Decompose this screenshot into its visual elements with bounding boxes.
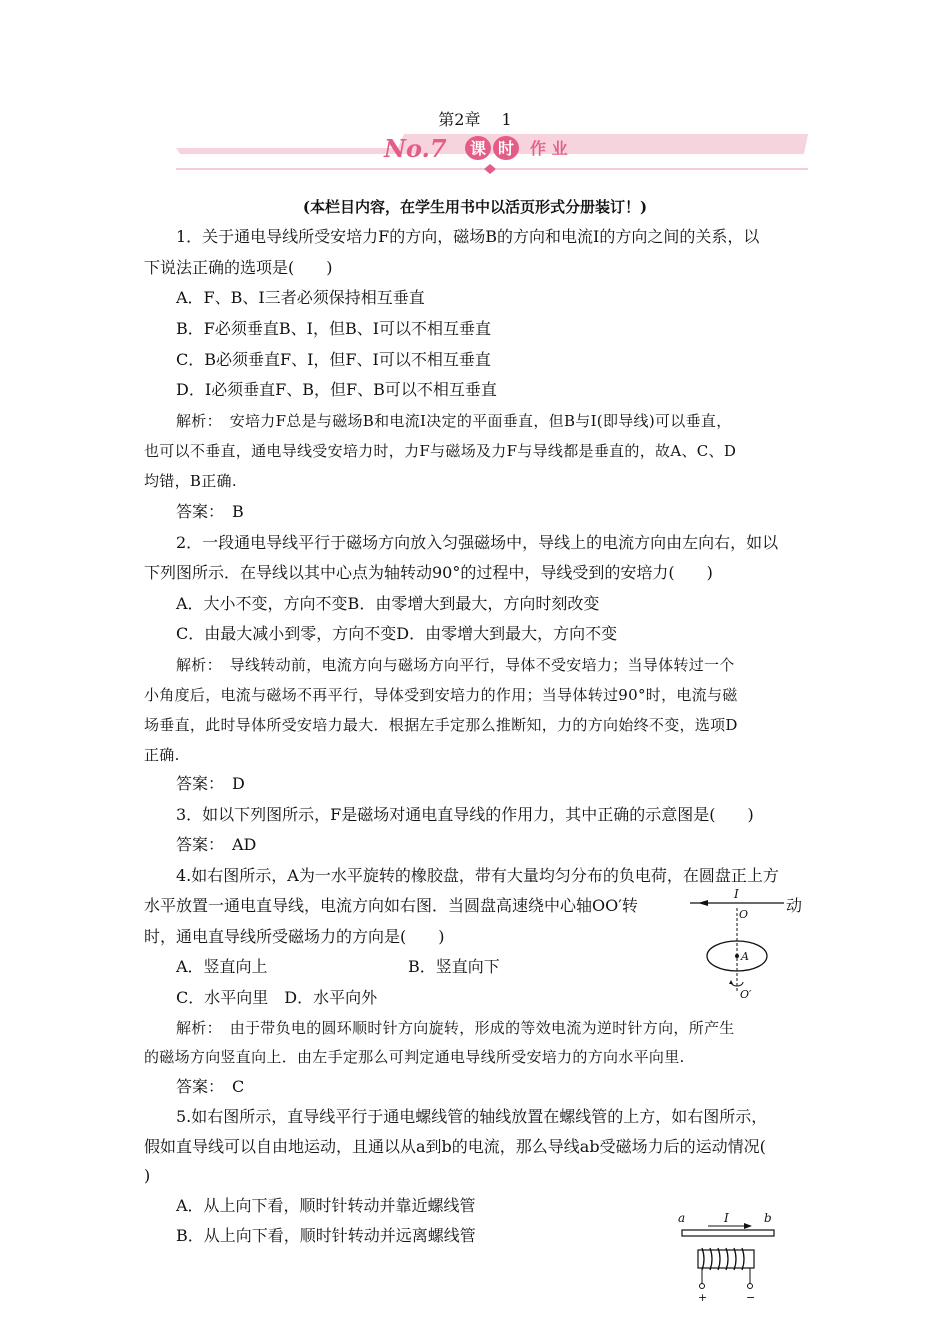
q4-disk-label: A bbox=[741, 950, 749, 963]
q1-option-a: A．F、B、I三者必须保持相互垂直 bbox=[176, 288, 425, 307]
q4-line1: 4.如右图所示，A为一水平旋转的橡胶盘，带有大量均匀分布的负电荷，在圆盘正上方 bbox=[176, 866, 779, 885]
q4-answer: 答案： C bbox=[176, 1077, 245, 1096]
q1-option-d: D．I必须垂直F、B，但F、B可以不相互垂直 bbox=[176, 380, 497, 399]
q4-disk-figure bbox=[688, 884, 788, 1002]
banner-no: No.7 bbox=[384, 134, 447, 163]
q5-option-a: A．从上向下看，顺时针转动并靠近螺线管 bbox=[176, 1196, 476, 1215]
q4-explain-1: 解析： 由于带负电的圆环顺时针方向旋转，形成的等效电流为逆时针方向，所产生 bbox=[176, 1019, 735, 1037]
q4-line2-tail: 动 bbox=[786, 896, 803, 915]
q2-answer: 答案： D bbox=[176, 774, 245, 793]
lesson-banner bbox=[172, 128, 812, 184]
q1-option-c: C．B必须垂直F、I，但F、I可以不相互垂直 bbox=[176, 350, 491, 369]
q3-line1: 3．如以下列图所示，F是磁场对通电直导线的作用力，其中正确的示意图是( ) bbox=[176, 805, 754, 824]
q1-answer: 答案： B bbox=[176, 502, 244, 521]
q2-explain-1: 解析： 导线转动前，电流方向与磁场方向平行，导体不受安培力；当导体转过一个 bbox=[176, 656, 735, 674]
banner-zuoye: 作 业 bbox=[530, 139, 568, 158]
q2-options-ab: A．大小不变，方向不变B．由零增大到最大，方向时刻改变 bbox=[176, 594, 600, 613]
q2-options-cd: C．由最大减小到零，方向不变D．由零增大到最大，方向不变 bbox=[176, 624, 618, 643]
q4-explain-2: 的磁场方向竖直向上．由左手定那么可判定通电导线所受安培力的方向水平向里. bbox=[144, 1048, 685, 1066]
q3-answer: 答案： AD bbox=[176, 835, 257, 854]
q5-plus-label: + bbox=[698, 1291, 708, 1304]
q5-minus-label: − bbox=[746, 1291, 756, 1304]
q4-current-label: I bbox=[734, 887, 739, 901]
q4-line2: 水平放置一通电直导线，电流方向如右图．当圆盘高速绕中心轴OO′转 bbox=[144, 896, 638, 915]
q1-line1: 1．关于通电导线所受安培力F的方向，磁场B的方向和电流I的方向之间的关系，以 bbox=[176, 227, 760, 246]
q2-line1: 2．一段通电导线平行于磁场方向放入匀强磁场中，导线上的电流方向由左向右，如以 bbox=[176, 533, 779, 552]
q4-option-a: A．竖直向上 bbox=[176, 957, 268, 976]
binding-note: (本栏目内容，在学生用书中以活页形式分册装订！) bbox=[302, 198, 648, 216]
q5-solenoid-figure bbox=[672, 1208, 782, 1304]
q1-option-b: B．F必须垂直B、I，但B、I可以不相互垂直 bbox=[176, 319, 492, 338]
q5-line3: ) bbox=[144, 1166, 151, 1185]
q2-explain-4: 正确. bbox=[144, 746, 180, 764]
q1-explain-2: 也可以不垂直，通电导线受安培力时，力F与磁场及力F与导线都是垂直的，故A、C、D bbox=[144, 442, 737, 460]
q5-current-label: I bbox=[724, 1211, 729, 1225]
q4-top-label: O bbox=[739, 908, 749, 921]
q2-explain-3: 场垂直，此时导体所受安培力最大．根据左手定那么推断知，力的方向始终不变，选项D bbox=[144, 716, 738, 734]
q5-option-b: B．从上向下看，顺时针转动并远离螺线管 bbox=[176, 1226, 476, 1245]
q4-option-b: B．竖直向下 bbox=[408, 957, 500, 976]
banner-ke: 课 bbox=[469, 139, 487, 158]
q4-bottom-label: O′ bbox=[740, 988, 752, 1001]
banner-shi: 时 bbox=[497, 139, 515, 158]
chapter-header: 第2章 1 bbox=[438, 110, 512, 129]
q5-a-label: a bbox=[678, 1211, 686, 1225]
q1-explain-3: 均错，B正确. bbox=[144, 472, 237, 490]
q1-line2: 下说法正确的选项是( ) bbox=[144, 258, 333, 277]
q5-b-label: b bbox=[764, 1211, 772, 1225]
q5-line1: 5.如右图所示，直导线平行于通电螺线管的轴线放置在螺线管的上方，如右图所示， bbox=[176, 1107, 768, 1126]
q5-line2: 假如直导线可以自由地运动，且通以从a到b的电流，那么导线ab受磁场力后的运动情况( bbox=[144, 1137, 766, 1156]
q4-options-cd: C．水平向里 D．水平向外 bbox=[176, 988, 378, 1007]
q1-explain-1: 解析： 安培力F总是与磁场B和电流I决定的平面垂直，但B与I(即导线)可以垂直， bbox=[176, 412, 732, 430]
q2-line2: 下列图所示．在导线以其中心点为轴转动90°的过程中，导线受到的安培力( ) bbox=[144, 563, 713, 582]
q4-line3: 时，通电直导线所受磁场力的方向是( ) bbox=[144, 927, 445, 946]
q2-explain-2: 小角度后，电流与磁场不再平行，导体受到安培力的作用；当导体转过90°时，电流与磁 bbox=[144, 686, 738, 704]
